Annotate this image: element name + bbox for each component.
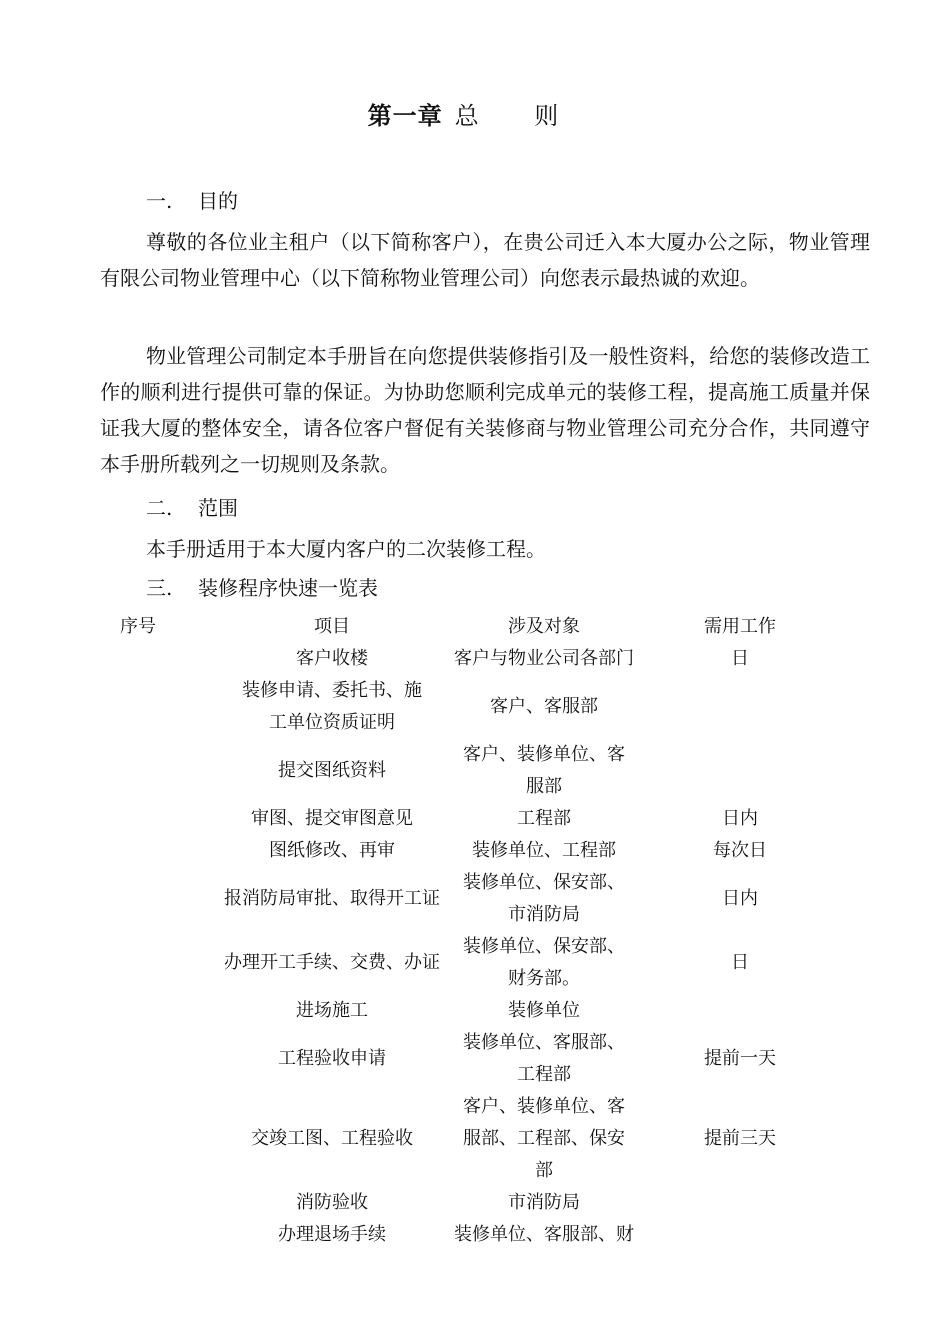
header-cell-days: 需用工作 [704,616,776,637]
table-row [120,1219,840,1251]
header-cell-party: 涉及对象 [508,616,580,637]
scope-paragraph: 本手册适用于本大厦内客户的二次装修工程。 [146,537,546,561]
cell-days: 日内 [722,808,758,829]
section-title: 目的 [198,189,238,213]
cell-item: 办理开工手续、交费、办证 [224,952,440,973]
cell-party [448,931,640,995]
table-row [120,835,840,867]
cell-days [640,1187,840,1219]
cell-days: 日内 [722,888,758,909]
cell-days: 日 [731,952,749,973]
cell-index [120,1219,216,1251]
cell-party: 客户、客服部 [490,696,598,717]
cell-party-text: 装修单位、保安部、财务部。 [463,936,625,989]
cell-index [120,931,216,995]
header-cell-item: 项目 [314,616,350,637]
cell-index [120,1187,216,1219]
section-number: 三. [146,576,173,600]
table-row [120,867,840,931]
cell-party: 装修单位、工程部 [472,840,616,861]
table-row [120,803,840,835]
welcome-paragraph: 尊敬的各位业主租户（以下简称客户），在贵公司迁入本大厦办公之际，物业管理有限公司物业管理中心（以下简称物业管理公司）向您表示最热诚的欢迎。 [100,230,870,290]
chapter-number: 第一章 [367,101,443,130]
cell-party [448,1027,640,1091]
cell-party: 装修单位 [508,1000,580,1021]
section-number: 一. [146,189,173,213]
cell-item: 审图、提交审图意见 [251,808,413,829]
cell-days [640,1219,840,1251]
cell-days [640,995,840,1027]
chapter-name: 总 则 [454,102,583,130]
cell-index [120,643,216,675]
procedure-table [120,611,840,1251]
cell-party [448,867,640,931]
cell-item: 进场施工 [296,1000,368,1021]
chapter-title [0,98,950,134]
cell-days: 提前一天 [704,1048,776,1069]
manual-purpose-paragraph: 物业管理公司制定本手册旨在向您提供装修指引及一般性资料，给您的装修改造工作的顺利进行提供可靠的保证。为协助您顺利完成单元的装修工程，提高施工质量并保证我大厦的整体安全，请各位客户督促有关装修商与物业管理公司充分合作，共同遵守本手册所载列之一切规则及条款。 [100,344,870,476]
cell-party: 客户与物业公司各部门 [454,648,634,669]
table-header-row [120,611,840,643]
cell-party [448,1091,640,1187]
cell-index [120,1091,216,1187]
table-row [120,995,840,1027]
section-heading-procedure [146,570,378,606]
cell-item: 交竣工图、工程验收 [251,1128,413,1149]
cell-index [120,835,216,867]
cell-item: 提交图纸资料 [278,760,386,781]
table-row [120,675,840,739]
cell-days: 每次日 [713,840,767,861]
cell-days [640,675,840,739]
cell-item: 办理退场手续 [278,1224,386,1245]
cell-index [120,675,216,739]
cell-party: 市消防局 [508,1192,580,1213]
table-row [120,931,840,995]
cell-item: 报消防局审批、取得开工证 [224,888,440,909]
cell-party-text: 装修单位、客服部、工程部 [463,1032,625,1085]
section-title: 范围 [198,496,238,520]
header-cell-index: 序号 [120,616,156,637]
table-row [120,739,840,803]
cell-party-text: 客户、装修单位、客服部 [463,744,625,797]
cell-party [448,739,640,803]
section-number: 二. [146,496,173,520]
cell-item: 客户收楼 [296,648,368,669]
cell-item: 消防验收 [296,1192,368,1213]
cell-party-text: 装修单位、保安部、市消防局 [463,872,625,925]
cell-index [120,995,216,1027]
cell-index [120,803,216,835]
cell-item: 图纸修改、再审 [269,840,395,861]
cell-item-text: 装修申请、委托书、施工单位资质证明 [242,680,422,733]
cell-days: 提前三天 [704,1128,776,1149]
table-row [120,643,840,675]
cell-index [120,867,216,931]
section-heading-scope [146,490,238,526]
section-title: 装修程序快速一览表 [198,576,378,600]
cell-party-text: 客户、装修单位、客服部、工程部、保安部 [463,1096,625,1181]
cell-index [120,739,216,803]
cell-item [216,675,448,739]
cell-days: 日 [731,648,749,669]
cell-party: 装修单位、客服部、财 [454,1224,634,1245]
cell-index [120,1027,216,1091]
table-row [120,1187,840,1219]
table-row [120,1091,840,1187]
section-heading-purpose [146,183,238,219]
cell-party: 工程部 [517,808,571,829]
cell-item: 工程验收申请 [278,1048,386,1069]
cell-days [640,739,840,803]
table-row [120,1027,840,1091]
